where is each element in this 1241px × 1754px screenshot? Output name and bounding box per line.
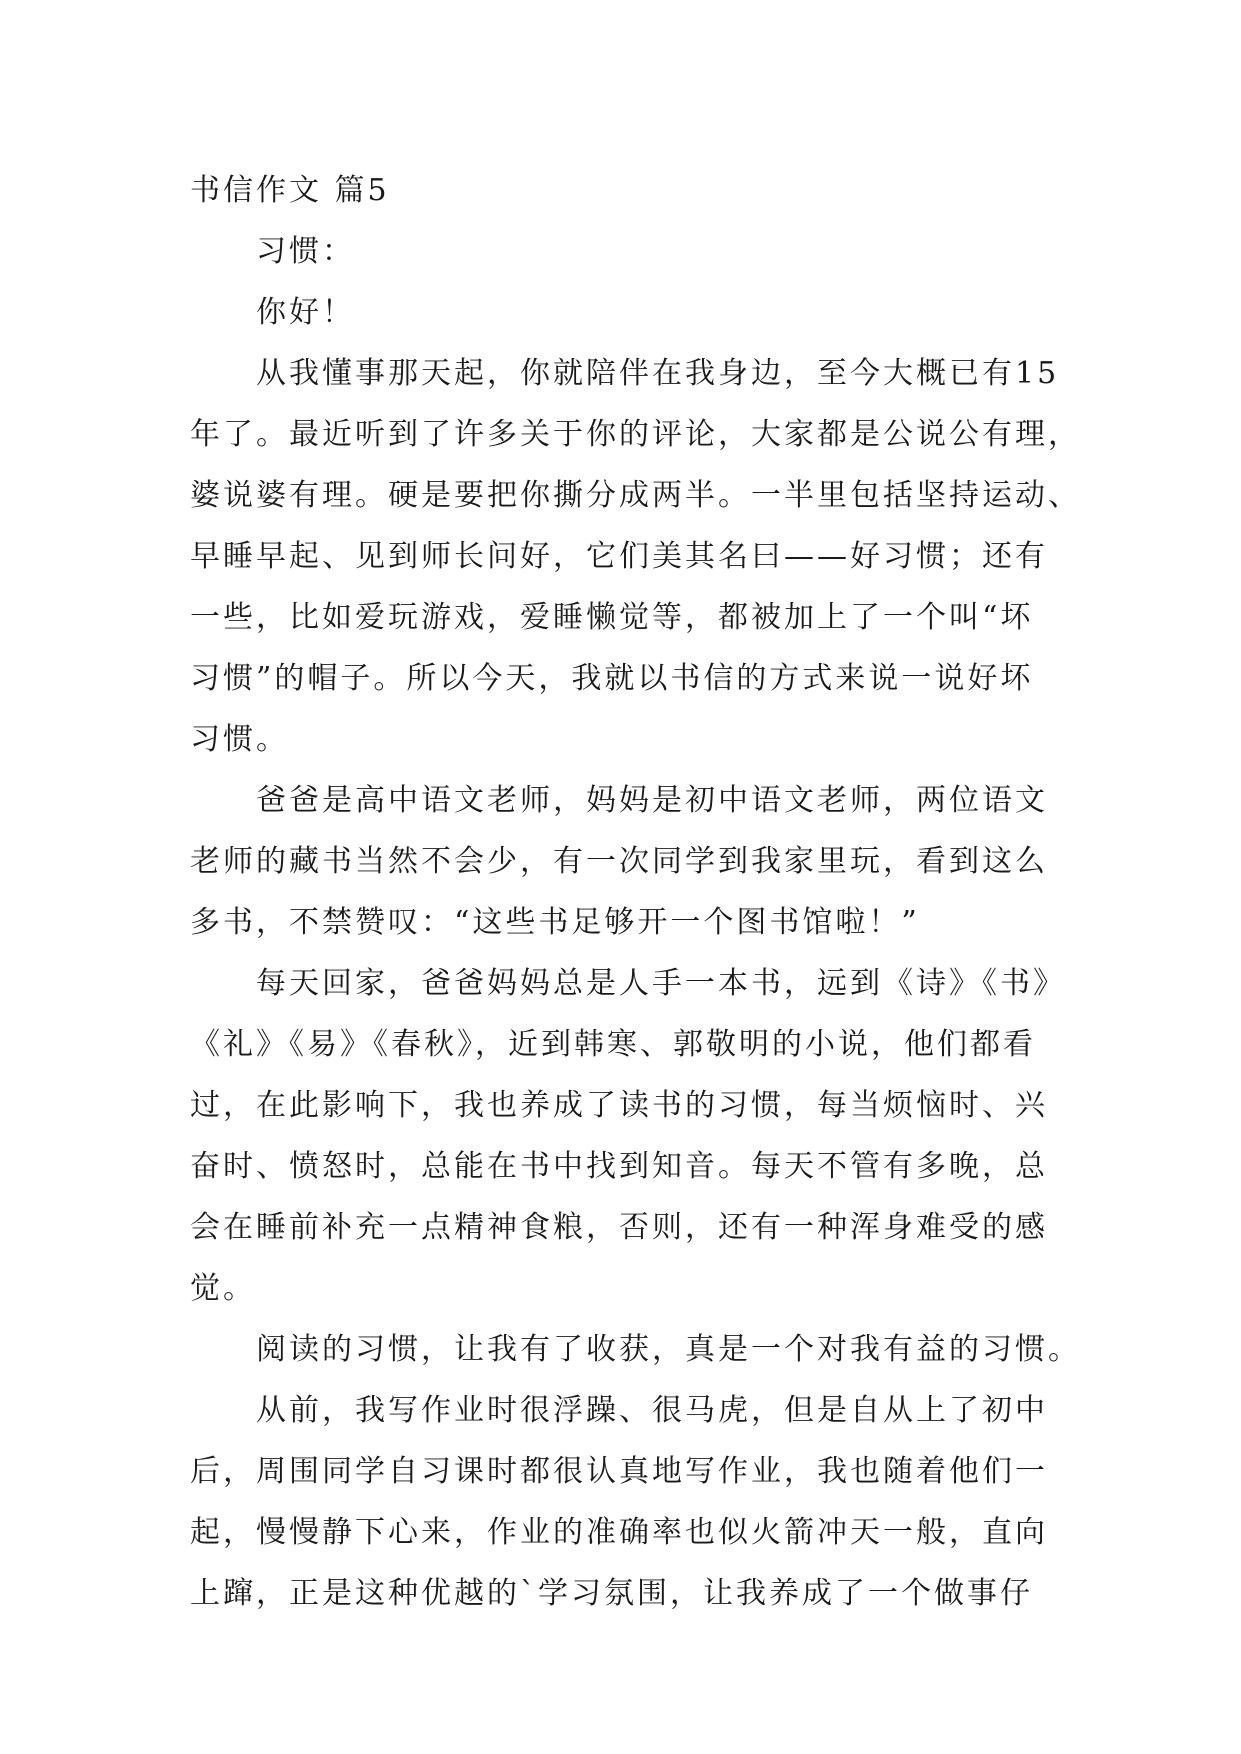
text-line: 老师的藏书当然不会少，有一次同学到我家里玩，看到这么 (190, 844, 1048, 879)
text-line: 《礼》《易》《春秋》，近到韩寒、郭敬明的小说，他们都看 (190, 1027, 1036, 1062)
text-line: 从我懂事那天起，你就陪伴在我身边，至今大概已有15 (256, 356, 1060, 391)
document-title: 书信作文 篇5 (190, 173, 390, 208)
text-line: 习惯”的帽子。所以今天，我就以书信的方式来说一说好坏 (190, 661, 1034, 696)
text-line: 会在睡前补充一点精神食粮，否则，还有一种浑身难受的感 (190, 1210, 1048, 1245)
text-line: 婆说婆有理。硬是要把你撕分成两半。一半里包括坚持运动、 (190, 478, 1081, 513)
text-line: 习惯： (256, 234, 355, 269)
text-line: 从前，我写作业时很浮躁、很马虎，但是自从上了初中 (256, 1393, 1048, 1428)
text-line: 你好！ (256, 295, 355, 330)
text-line: 觉。 (190, 1271, 256, 1306)
text-line: 每天回家，爸爸妈妈总是人手一本书，远到《诗》《书》 (256, 966, 1066, 1001)
text-line: 过，在此影响下，我也养成了读书的习惯，每当烦恼时、兴 (190, 1088, 1048, 1123)
text-line: 阅读的习惯，让我有了收获，真是一个对我有益的习惯。 (256, 1332, 1081, 1367)
text-line: 习惯。 (190, 722, 289, 757)
text-line: 一些，比如爱玩游戏，爱睡懒觉等，都被加上了一个叫“坏 (190, 600, 1034, 635)
text-line: 多书，不禁赞叹：“这些书足够开一个图书馆啦！” (190, 905, 920, 940)
text-line: 年了。最近听到了许多关于你的评论，大家都是公说公有理， (190, 417, 1081, 452)
text-line: 奋时、愤怒时，总能在书中找到知音。每天不管有多晚，总 (190, 1149, 1048, 1184)
document-text (190, 221, 1090, 1624)
document-body (190, 160, 1090, 1624)
text-line: 上蹿，正是这种优越的`学习氛围，让我养成了一个做事仔 (190, 1576, 1033, 1611)
text-line: 后，周围同学自习课时都很认真地写作业，我也随着他们一 (190, 1454, 1048, 1489)
text-line: 早睡早起、见到师长问好，它们美其名曰——好习惯；还有 (190, 539, 1048, 574)
text-line: 起，慢慢静下心来，作业的准确率也似火箭冲天一般，直向 (190, 1515, 1048, 1550)
text-line: 爸爸是高中语文老师，妈妈是初中语文老师，两位语文 (256, 783, 1048, 818)
